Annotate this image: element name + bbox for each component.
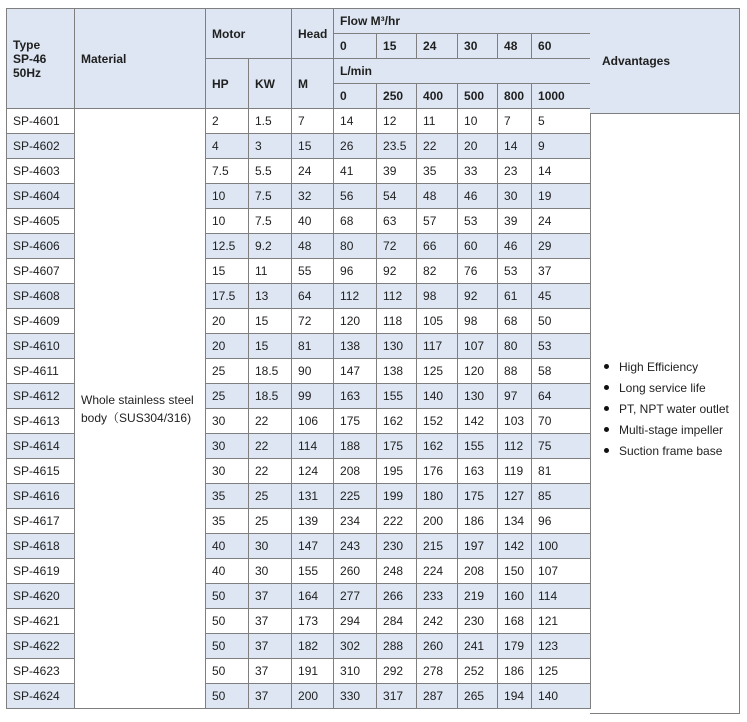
kw-cell: 11 bbox=[249, 259, 292, 284]
kw-cell: 37 bbox=[249, 659, 292, 684]
hp-cell: 10 bbox=[206, 209, 249, 234]
advantage-item bbox=[604, 377, 729, 398]
flow-cell: 219 bbox=[458, 584, 498, 609]
head-cell: 200 bbox=[292, 684, 334, 709]
model-cell: SP-4610 bbox=[7, 334, 75, 359]
flow-cell: 29 bbox=[532, 234, 591, 259]
flow-cell: 317 bbox=[377, 684, 417, 709]
flow-cell: 120 bbox=[334, 309, 377, 334]
flow-lmin-value: 400 bbox=[417, 84, 458, 109]
head-cell: 155 bbox=[292, 559, 334, 584]
head-cell: 164 bbox=[292, 584, 334, 609]
flow-cell: 248 bbox=[377, 559, 417, 584]
flow-cell: 224 bbox=[417, 559, 458, 584]
flow-cell: 14 bbox=[532, 159, 591, 184]
flow-cell: 46 bbox=[498, 234, 532, 259]
model-cell: SP-4606 bbox=[7, 234, 75, 259]
flow-cell: 160 bbox=[498, 584, 532, 609]
head-cell: 106 bbox=[292, 409, 334, 434]
flow-cell: 186 bbox=[498, 659, 532, 684]
head-cell: 90 bbox=[292, 359, 334, 384]
hp-cell: 17.5 bbox=[206, 284, 249, 309]
flow-cell: 195 bbox=[377, 459, 417, 484]
head-header: Head bbox=[292, 9, 334, 59]
kw-cell: 30 bbox=[249, 559, 292, 584]
flow-cell: 72 bbox=[377, 234, 417, 259]
flow-cell: 70 bbox=[532, 409, 591, 434]
flow-cell: 215 bbox=[417, 534, 458, 559]
flow-cell: 82 bbox=[417, 259, 458, 284]
flow-cell: 58 bbox=[532, 359, 591, 384]
flow-lmin-value: 800 bbox=[498, 84, 532, 109]
hp-cell: 30 bbox=[206, 434, 249, 459]
flow-m3-value: 24 bbox=[417, 34, 458, 59]
flow-lmin-value: 0 bbox=[334, 84, 377, 109]
flow-cell: 112 bbox=[498, 434, 532, 459]
hp-cell: 20 bbox=[206, 309, 249, 334]
model-cell: SP-4602 bbox=[7, 134, 75, 159]
flow-cell: 147 bbox=[334, 359, 377, 384]
motor-header: Motor bbox=[206, 9, 292, 59]
hp-cell: 50 bbox=[206, 684, 249, 709]
flow-m3-value: 30 bbox=[458, 34, 498, 59]
flow-cell: 127 bbox=[498, 484, 532, 509]
flow-cell: 118 bbox=[377, 309, 417, 334]
kw-cell: 22 bbox=[249, 434, 292, 459]
flow-cell: 56 bbox=[334, 184, 377, 209]
model-cell: SP-4604 bbox=[7, 184, 75, 209]
flow-cell: 80 bbox=[334, 234, 377, 259]
advantage-text: Multi-stage impeller bbox=[619, 422, 724, 437]
model-cell: SP-4612 bbox=[7, 384, 75, 409]
flow-cell: 88 bbox=[498, 359, 532, 384]
type-header bbox=[7, 9, 75, 109]
flow-cell: 242 bbox=[417, 609, 458, 634]
flow-cell: 138 bbox=[334, 334, 377, 359]
flow-cell: 20 bbox=[458, 134, 498, 159]
kw-cell: 22 bbox=[249, 459, 292, 484]
hp-cell: 15 bbox=[206, 259, 249, 284]
hp-cell: 25 bbox=[206, 384, 249, 409]
flow-cell: 287 bbox=[417, 684, 458, 709]
flow-m3-value: 15 bbox=[377, 34, 417, 59]
flow-cell: 265 bbox=[458, 684, 498, 709]
flow-cell: 142 bbox=[498, 534, 532, 559]
flow-cell: 68 bbox=[334, 209, 377, 234]
flow-cell: 310 bbox=[334, 659, 377, 684]
kw-cell: 30 bbox=[249, 534, 292, 559]
flow-cell: 103 bbox=[498, 409, 532, 434]
kw-cell: 25 bbox=[249, 484, 292, 509]
kw-cell: 9.2 bbox=[249, 234, 292, 259]
hp-cell: 50 bbox=[206, 584, 249, 609]
flow-cell: 208 bbox=[458, 559, 498, 584]
head-cell: 173 bbox=[292, 609, 334, 634]
flow-cell: 85 bbox=[532, 484, 591, 509]
hp-header: HP bbox=[206, 59, 249, 109]
flow-cell: 11 bbox=[417, 109, 458, 134]
head-cell: 81 bbox=[292, 334, 334, 359]
type-header-line: SP-46 bbox=[13, 51, 47, 66]
flow-cell: 123 bbox=[532, 634, 591, 659]
advantage-text: Long service life bbox=[619, 380, 706, 395]
hp-cell: 40 bbox=[206, 559, 249, 584]
flow-cell: 140 bbox=[417, 384, 458, 409]
head-cell: 114 bbox=[292, 434, 334, 459]
flow-cell: 179 bbox=[498, 634, 532, 659]
flow-cell: 68 bbox=[498, 309, 532, 334]
flow-cell: 80 bbox=[498, 334, 532, 359]
flow-cell: 114 bbox=[532, 584, 591, 609]
advantage-text: PT, NPT water outlet bbox=[619, 401, 729, 416]
flow-cell: 200 bbox=[417, 509, 458, 534]
flow-cell: 234 bbox=[334, 509, 377, 534]
flow-cell: 150 bbox=[498, 559, 532, 584]
hp-cell: 40 bbox=[206, 534, 249, 559]
flow-cell: 53 bbox=[532, 334, 591, 359]
kw-cell: 18.5 bbox=[249, 384, 292, 409]
flow-cell: 48 bbox=[417, 184, 458, 209]
head-cell: 99 bbox=[292, 384, 334, 409]
hp-cell: 50 bbox=[206, 659, 249, 684]
flow-cell: 117 bbox=[417, 334, 458, 359]
flow-cell: 35 bbox=[417, 159, 458, 184]
flow-cell: 138 bbox=[377, 359, 417, 384]
material-header: Material bbox=[75, 9, 206, 109]
flow-cell: 30 bbox=[498, 184, 532, 209]
advantage-text: Suction frame base bbox=[619, 443, 723, 458]
flow-cell: 292 bbox=[377, 659, 417, 684]
spec-table bbox=[6, 8, 591, 709]
flow-cell: 76 bbox=[458, 259, 498, 284]
flow-cell: 288 bbox=[377, 634, 417, 659]
flow-cell: 119 bbox=[498, 459, 532, 484]
table-body bbox=[7, 109, 591, 709]
flow-cell: 112 bbox=[334, 284, 377, 309]
flow-cell: 168 bbox=[498, 609, 532, 634]
hp-cell: 2 bbox=[206, 109, 249, 134]
advantage-item bbox=[604, 419, 729, 440]
hp-cell: 4 bbox=[206, 134, 249, 159]
kw-cell: 1.5 bbox=[249, 109, 292, 134]
flow-cell: 162 bbox=[417, 434, 458, 459]
bullet-icon bbox=[604, 364, 609, 369]
flow-cell: 53 bbox=[498, 259, 532, 284]
flow-cell: 96 bbox=[532, 509, 591, 534]
flow-cell: 125 bbox=[532, 659, 591, 684]
flow-cell: 142 bbox=[458, 409, 498, 434]
flow-cell: 222 bbox=[377, 509, 417, 534]
flow-cell: 107 bbox=[532, 559, 591, 584]
flow-cell: 162 bbox=[377, 409, 417, 434]
kw-cell: 25 bbox=[249, 509, 292, 534]
flow-cell: 33 bbox=[458, 159, 498, 184]
head-cell: 147 bbox=[292, 534, 334, 559]
hp-cell: 12.5 bbox=[206, 234, 249, 259]
flow-cell: 130 bbox=[458, 384, 498, 409]
head-cell: 131 bbox=[292, 484, 334, 509]
flow-cell: 100 bbox=[532, 534, 591, 559]
kw-cell: 13 bbox=[249, 284, 292, 309]
flow-cell: 330 bbox=[334, 684, 377, 709]
flow-cell: 23 bbox=[498, 159, 532, 184]
flow-cell: 121 bbox=[532, 609, 591, 634]
head-cell: 24 bbox=[292, 159, 334, 184]
flow-cell: 125 bbox=[417, 359, 458, 384]
flow-cell: 278 bbox=[417, 659, 458, 684]
kw-cell: 37 bbox=[249, 584, 292, 609]
head-cell: 72 bbox=[292, 309, 334, 334]
material-line: body（SUS304/316) bbox=[81, 410, 192, 425]
flow-cell: 57 bbox=[417, 209, 458, 234]
advantage-item bbox=[604, 356, 729, 377]
flow-cell: 14 bbox=[334, 109, 377, 134]
hp-cell: 20 bbox=[206, 334, 249, 359]
model-cell: SP-4616 bbox=[7, 484, 75, 509]
flow-cell: 50 bbox=[532, 309, 591, 334]
flow-cell: 66 bbox=[417, 234, 458, 259]
hp-cell: 50 bbox=[206, 609, 249, 634]
flow-cell: 112 bbox=[377, 284, 417, 309]
head-cell: 191 bbox=[292, 659, 334, 684]
flow-cell: 45 bbox=[532, 284, 591, 309]
hp-cell: 30 bbox=[206, 459, 249, 484]
flow-cell: 107 bbox=[458, 334, 498, 359]
flow-cell: 23.5 bbox=[377, 134, 417, 159]
flow-m3-value: 60 bbox=[532, 34, 591, 59]
flow-cell: 180 bbox=[417, 484, 458, 509]
flow-cell: 105 bbox=[417, 309, 458, 334]
m-header: M bbox=[292, 59, 334, 109]
model-cell: SP-4618 bbox=[7, 534, 75, 559]
flow-cell: 7 bbox=[498, 109, 532, 134]
flow-cell: 284 bbox=[377, 609, 417, 634]
kw-cell: 15 bbox=[249, 334, 292, 359]
model-cell: SP-4601 bbox=[7, 109, 75, 134]
flow-cell: 22 bbox=[417, 134, 458, 159]
flow-cell: 188 bbox=[334, 434, 377, 459]
head-cell: 64 bbox=[292, 284, 334, 309]
flow-cell: 37 bbox=[532, 259, 591, 284]
flow-lmin-header: L/min bbox=[334, 59, 591, 84]
flow-cell: 163 bbox=[458, 459, 498, 484]
flow-cell: 63 bbox=[377, 209, 417, 234]
kw-cell: 18.5 bbox=[249, 359, 292, 384]
material-line: Whole stainless steel bbox=[81, 392, 194, 407]
head-cell: 48 bbox=[292, 234, 334, 259]
kw-cell: 15 bbox=[249, 309, 292, 334]
hp-cell: 7.5 bbox=[206, 159, 249, 184]
model-cell: SP-4623 bbox=[7, 659, 75, 684]
advantage-item bbox=[604, 440, 729, 461]
flow-cell: 175 bbox=[377, 434, 417, 459]
hp-cell: 30 bbox=[206, 409, 249, 434]
head-cell: 139 bbox=[292, 509, 334, 534]
flow-cell: 233 bbox=[417, 584, 458, 609]
flow-cell: 241 bbox=[458, 634, 498, 659]
head-cell: 182 bbox=[292, 634, 334, 659]
flow-cell: 186 bbox=[458, 509, 498, 534]
flow-cell: 260 bbox=[417, 634, 458, 659]
flow-m3-header: Flow M³/hr bbox=[334, 9, 591, 34]
model-cell: SP-4607 bbox=[7, 259, 75, 284]
flow-cell: 96 bbox=[334, 259, 377, 284]
flow-cell: 10 bbox=[458, 109, 498, 134]
flow-cell: 12 bbox=[377, 109, 417, 134]
type-header-line: Type bbox=[13, 37, 41, 52]
flow-cell: 252 bbox=[458, 659, 498, 684]
kw-header: KW bbox=[249, 59, 292, 109]
model-cell: SP-4622 bbox=[7, 634, 75, 659]
flow-cell: 302 bbox=[334, 634, 377, 659]
flow-cell: 130 bbox=[377, 334, 417, 359]
flow-cell: 230 bbox=[458, 609, 498, 634]
flow-cell: 294 bbox=[334, 609, 377, 634]
head-cell: 40 bbox=[292, 209, 334, 234]
flow-cell: 175 bbox=[334, 409, 377, 434]
head-cell: 32 bbox=[292, 184, 334, 209]
model-cell: SP-4617 bbox=[7, 509, 75, 534]
flow-m3-value: 0 bbox=[334, 34, 377, 59]
flow-lmin-value: 250 bbox=[377, 84, 417, 109]
flow-cell: 197 bbox=[458, 534, 498, 559]
kw-cell: 37 bbox=[249, 609, 292, 634]
flow-cell: 175 bbox=[458, 484, 498, 509]
flow-cell: 155 bbox=[458, 434, 498, 459]
kw-cell: 37 bbox=[249, 684, 292, 709]
flow-cell: 9 bbox=[532, 134, 591, 159]
head-cell: 15 bbox=[292, 134, 334, 159]
flow-cell: 75 bbox=[532, 434, 591, 459]
hp-cell: 35 bbox=[206, 509, 249, 534]
model-cell: SP-4621 bbox=[7, 609, 75, 634]
model-cell: SP-4609 bbox=[7, 309, 75, 334]
kw-cell: 3 bbox=[249, 134, 292, 159]
bullet-icon bbox=[604, 448, 609, 453]
material-cell bbox=[75, 109, 206, 709]
flow-cell: 134 bbox=[498, 509, 532, 534]
flow-cell: 98 bbox=[458, 309, 498, 334]
flow-cell: 243 bbox=[334, 534, 377, 559]
hp-cell: 50 bbox=[206, 634, 249, 659]
flow-cell: 39 bbox=[498, 209, 532, 234]
bullet-icon bbox=[604, 406, 609, 411]
hp-cell: 25 bbox=[206, 359, 249, 384]
kw-cell: 7.5 bbox=[249, 209, 292, 234]
flow-cell: 46 bbox=[458, 184, 498, 209]
model-cell: SP-4624 bbox=[7, 684, 75, 709]
flow-cell: 60 bbox=[458, 234, 498, 259]
flow-cell: 208 bbox=[334, 459, 377, 484]
model-cell: SP-4603 bbox=[7, 159, 75, 184]
kw-cell: 7.5 bbox=[249, 184, 292, 209]
flow-cell: 24 bbox=[532, 209, 591, 234]
flow-cell: 260 bbox=[334, 559, 377, 584]
head-cell: 124 bbox=[292, 459, 334, 484]
bullet-icon bbox=[604, 385, 609, 390]
flow-cell: 54 bbox=[377, 184, 417, 209]
model-cell: SP-4608 bbox=[7, 284, 75, 309]
flow-cell: 266 bbox=[377, 584, 417, 609]
flow-cell: 155 bbox=[377, 384, 417, 409]
hp-cell: 10 bbox=[206, 184, 249, 209]
flow-cell: 194 bbox=[498, 684, 532, 709]
head-cell: 7 bbox=[292, 109, 334, 134]
flow-cell: 39 bbox=[377, 159, 417, 184]
flow-cell: 225 bbox=[334, 484, 377, 509]
advantages-header: Advantages bbox=[590, 9, 739, 114]
bullet-icon bbox=[604, 427, 609, 432]
advantage-item bbox=[604, 398, 729, 419]
table-row bbox=[7, 109, 591, 134]
flow-cell: 81 bbox=[532, 459, 591, 484]
flow-cell: 5 bbox=[532, 109, 591, 134]
flow-cell: 92 bbox=[377, 259, 417, 284]
flow-cell: 53 bbox=[458, 209, 498, 234]
model-cell: SP-4613 bbox=[7, 409, 75, 434]
flow-cell: 98 bbox=[417, 284, 458, 309]
head-cell: 55 bbox=[292, 259, 334, 284]
hp-cell: 35 bbox=[206, 484, 249, 509]
advantages-list bbox=[604, 356, 729, 461]
model-cell: SP-4614 bbox=[7, 434, 75, 459]
kw-cell: 37 bbox=[249, 634, 292, 659]
flow-cell: 64 bbox=[532, 384, 591, 409]
flow-cell: 277 bbox=[334, 584, 377, 609]
flow-m3-value: 48 bbox=[498, 34, 532, 59]
kw-cell: 22 bbox=[249, 409, 292, 434]
flow-cell: 61 bbox=[498, 284, 532, 309]
flow-cell: 97 bbox=[498, 384, 532, 409]
advantage-text: High Efficiency bbox=[619, 359, 699, 374]
model-cell: SP-4620 bbox=[7, 584, 75, 609]
flow-cell: 26 bbox=[334, 134, 377, 159]
model-cell: SP-4611 bbox=[7, 359, 75, 384]
model-cell: SP-4605 bbox=[7, 209, 75, 234]
flow-lmin-value: 500 bbox=[458, 84, 498, 109]
flow-cell: 199 bbox=[377, 484, 417, 509]
kw-cell: 5.5 bbox=[249, 159, 292, 184]
flow-cell: 140 bbox=[532, 684, 591, 709]
model-cell: SP-4619 bbox=[7, 559, 75, 584]
flow-cell: 92 bbox=[458, 284, 498, 309]
advantages-column bbox=[590, 8, 740, 714]
flow-cell: 176 bbox=[417, 459, 458, 484]
flow-cell: 41 bbox=[334, 159, 377, 184]
flow-cell: 120 bbox=[458, 359, 498, 384]
flow-lmin-value: 1000 bbox=[532, 84, 591, 109]
flow-cell: 230 bbox=[377, 534, 417, 559]
model-cell: SP-4615 bbox=[7, 459, 75, 484]
flow-cell: 163 bbox=[334, 384, 377, 409]
flow-cell: 19 bbox=[532, 184, 591, 209]
flow-cell: 152 bbox=[417, 409, 458, 434]
type-header-line: 50Hz bbox=[13, 65, 42, 80]
flow-cell: 14 bbox=[498, 134, 532, 159]
